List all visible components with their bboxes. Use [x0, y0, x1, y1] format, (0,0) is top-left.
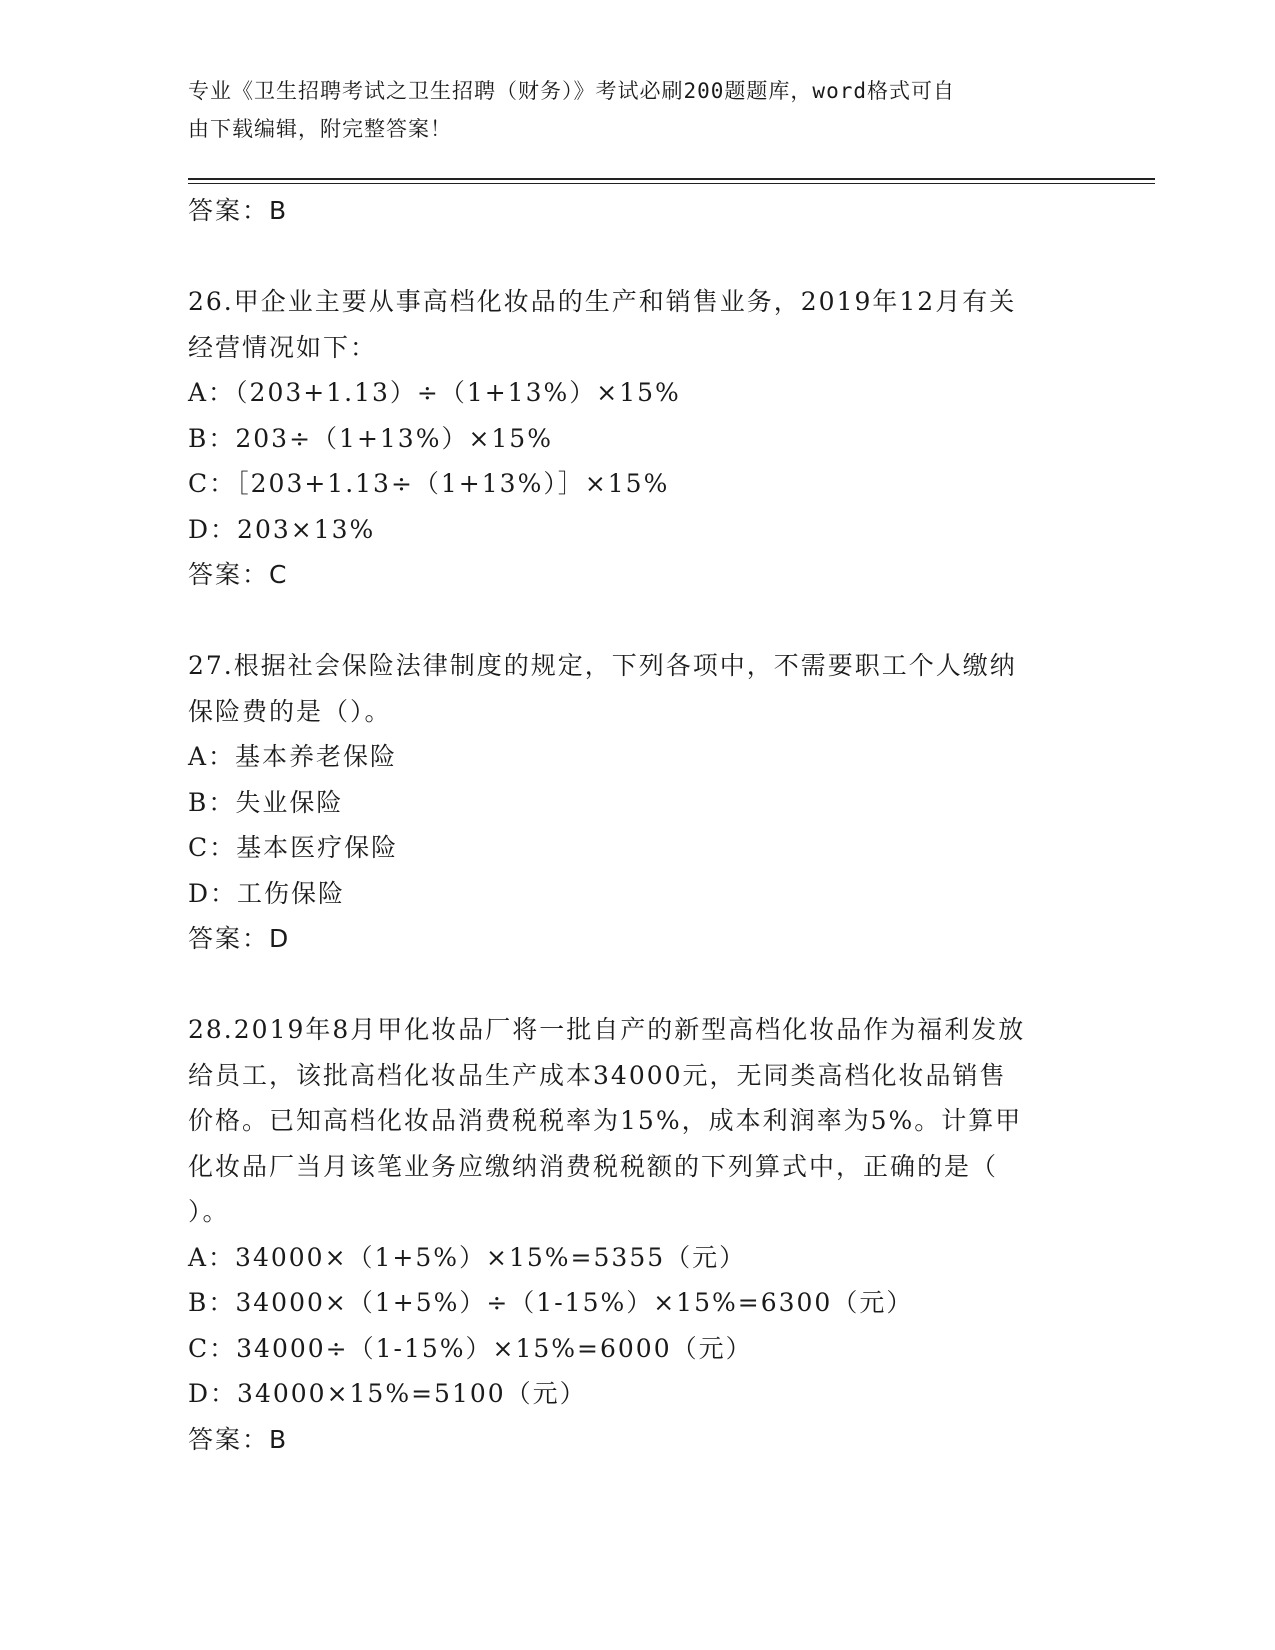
- option-a: A：（203+1.13）÷（1+13%）×15%: [188, 378, 681, 407]
- question-stem-line: 保险费的是（）。: [188, 696, 392, 726]
- option-c: C：34000÷（1-15%）×15%=6000（元）: [188, 1333, 753, 1363]
- option-a: A：34000×（1+5%）×15%=5355（元）: [188, 1242, 747, 1272]
- option-b: B：203÷（1+13%）×15%: [188, 423, 553, 453]
- page-header: [188, 72, 1078, 148]
- question-stem-line: ）。: [188, 1197, 230, 1226]
- answer-25: 答案：B: [188, 196, 289, 225]
- answer-27: 答案：D: [188, 924, 291, 953]
- question-stem-line: 价格。已知高档化妆品消费税税率为15%，成本利润率为5%。计算甲: [188, 1106, 1023, 1135]
- header-line-1: 专业《卫生招聘考试之卫生招聘（财务）》考试必刷200题题库，word格式可自: [188, 79, 955, 103]
- spacer: [188, 598, 1088, 644]
- question-28: [188, 1007, 1088, 1462]
- spacer: [188, 234, 1088, 280]
- answer-26: 答案：C: [188, 560, 289, 589]
- option-c: C：基本医疗保险: [188, 833, 399, 862]
- header-divider-thick: [188, 178, 1155, 180]
- option-a: A：基本养老保险: [188, 742, 398, 771]
- question-26: [188, 279, 1088, 598]
- header-line-2: 由下载编辑，附完整答案！: [188, 117, 452, 141]
- option-c: C：［203+1.13÷（1+13%）］×15%: [188, 469, 670, 498]
- answer-28: 答案：B: [188, 1424, 289, 1454]
- option-b: B：34000×（1+5%）÷（1-15%）×15%=6300（元）: [188, 1288, 914, 1317]
- question-stem-line: 经营情况如下：: [188, 332, 378, 362]
- header-divider-thin: [188, 183, 1155, 184]
- option-b: B：失业保险: [188, 787, 344, 817]
- question-stem-line: 给员工，该批高档化妆品生产成本34000元，无同类高档化妆品销售: [188, 1060, 1007, 1090]
- option-d: D：203×13%: [188, 514, 376, 544]
- question-stem-line: 化妆品厂当月该笔业务应缴纳消费税税额的下列算式中，正确的是（: [188, 1151, 999, 1181]
- question-27: [188, 643, 1088, 962]
- question-stem-line: 26.甲企业主要从事高档化妆品的生产和销售业务，2019年12月有关: [188, 287, 1017, 316]
- question-stem-line: 28.2019年8月甲化妆品厂将一批自产的新型高档化妆品作为福利发放: [188, 1015, 1026, 1044]
- question-stem-line: 27.根据社会保险法律制度的规定，下列各项中，不需要职工个人缴纳: [188, 651, 1017, 680]
- spacer: [188, 962, 1088, 1008]
- option-d: D：34000×15%=5100（元）: [188, 1379, 587, 1408]
- question-list: [188, 188, 1088, 1462]
- option-d: D：工伤保险: [188, 878, 346, 908]
